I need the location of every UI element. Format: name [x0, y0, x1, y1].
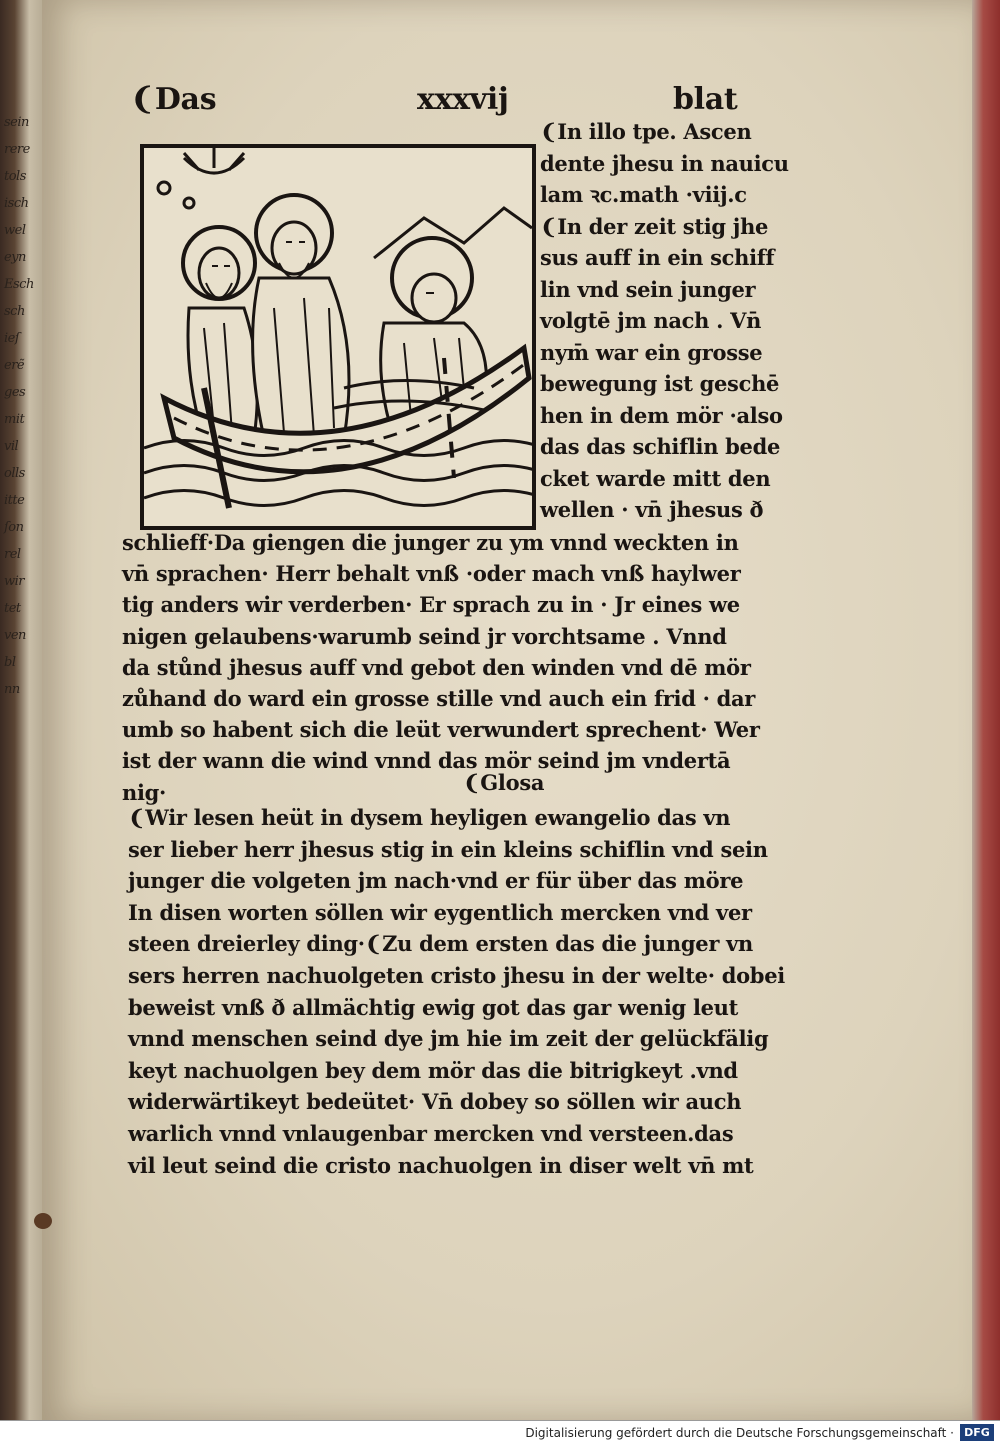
page-header-left: ❨Das — [130, 82, 217, 117]
left-page-fragment: tet — [4, 601, 21, 616]
text-line: ❨In der zeit stig jhe — [540, 213, 769, 239]
text-line: schlieff·Da giengen die junger zu ym vnnd weckten in — [122, 530, 739, 555]
boat-scene-image — [144, 148, 532, 526]
text-line: ser lieber herr jhesus stig in ein kleins schiflin vnd sein — [128, 836, 768, 862]
left-page-fragment: mit — [4, 412, 25, 427]
footer-bar — [0, 1420, 1000, 1446]
left-page-fragment: rel — [4, 547, 21, 562]
left-page-fragment: olls — [4, 466, 25, 481]
left-page-fragment: ges — [4, 385, 26, 400]
left-page-fragment: sch — [4, 304, 25, 319]
glosa-text — [128, 802, 785, 1181]
text-line: vn̄ sprachen· Herr behalt vnß ·oder mach vnß haylwer — [122, 561, 741, 587]
folio-number: xxxvij — [417, 82, 509, 117]
text-line: ❨Wir lesen heüt in dysem heyligen ewangelio das vn — [128, 805, 731, 830]
book-right-edge — [972, 0, 1000, 1420]
left-page-fragment: wir — [4, 574, 24, 589]
text-line: umb so habent sich die leüt verwundert sprechent· Wer — [122, 717, 760, 743]
left-page-fragment: sein — [4, 115, 29, 130]
left-page-fragment: erẽ — [4, 358, 25, 373]
text-line: nym̄ war ein grosse — [540, 339, 763, 365]
text-line: ❨In illo tpe. Ascen — [540, 119, 752, 144]
text-line: wellen · vn̄ jhesus ð — [540, 497, 764, 522]
text-line: sers herren nachuolgeten cristo jhesu in der welte· dobei — [128, 962, 785, 988]
text-line: hen in dem mör ·also — [540, 402, 783, 428]
left-page-fragment: isch — [4, 196, 29, 211]
left-page-fragment: eyn — [4, 250, 26, 265]
text-line: cket warde mitt den — [540, 465, 771, 491]
funding-credit: Digitalisierung gefördert durch die Deutsche Forschungsgemeinschaft · — [525, 1426, 954, 1440]
left-page-fragment: wel — [4, 223, 26, 238]
page-header-right: blat — [673, 82, 738, 117]
text-line: da stůnd jhesus auff vnd gebot den winden vnd dē mör — [122, 654, 751, 680]
text-line: zůhand do ward ein grosse stille vnd auch ein frid · dar — [122, 686, 756, 712]
text-line: widerwärtikeyt bedeütet· Vn̄ dobey so söllen wir auch — [128, 1089, 742, 1115]
text-line: das das schiflin bede — [540, 434, 781, 459]
gospel-text — [122, 527, 760, 808]
text-line: keyt nachuolgen bey dem mör das die bitrigkeyt .vnd — [128, 1057, 738, 1083]
left-page-fragment: ſon — [4, 520, 24, 535]
paper-stain — [34, 1213, 52, 1229]
left-page-edge — [0, 0, 42, 1420]
left-page-fragment: bl — [4, 655, 16, 670]
text-line: ist der wann die wind vnnd das mör seind jm vndertā — [122, 748, 731, 774]
text-line: nig· — [122, 779, 167, 805]
text-line: junger die volgeten jm nach·vnd er für über das möre — [128, 868, 744, 894]
left-page-fragment: itte — [4, 493, 25, 508]
left-page-fragment: tols — [4, 169, 26, 184]
left-page-fragment: ieſ — [4, 331, 20, 346]
text-line: vnnd menschen seind dye jm hie im zeit der gelückfälig — [128, 1026, 769, 1052]
text-line: steen dreierley ding·❨Zu dem ersten das die junger vn — [128, 931, 753, 957]
text-line: lam ꝛc.math ·viij.c — [540, 182, 747, 207]
text-line: sus auff in ein schiff — [540, 245, 775, 270]
text-line: lin vnd sein junger — [540, 276, 756, 302]
text-line: nigen gelaubens·warumb seind jr vorchtsame . Vnnd — [122, 623, 727, 649]
text-line: bewegung ist geschē — [540, 371, 780, 396]
text-line: warlich vnnd vnlaugenbar mercken vnd versteen.das — [128, 1120, 734, 1146]
text-line: dente jhesu in nauicu — [540, 150, 789, 176]
woodcut-illustration — [140, 144, 536, 530]
text-line: vil leut seind die cristo nachuolgen in diser welt vn̄ mt — [128, 1152, 754, 1178]
left-page-fragment: vil — [4, 439, 19, 454]
left-page-fragment: ven — [4, 628, 26, 643]
text-line: tig anders wir verderben· Er sprach zu in · Jr eines we — [122, 592, 740, 618]
left-page-fragment: nn — [4, 682, 20, 697]
left-page-fragment: Esch — [4, 277, 34, 292]
side-text-column — [540, 116, 789, 526]
text-line: beweist vnß ð allmächtig ewig got das gar wenig leut — [128, 994, 739, 1020]
glosa-heading: ❨Glosa — [463, 770, 545, 795]
left-page-fragment: rere — [4, 142, 30, 157]
text-line: In disen worten söllen wir eygentlich mercken vnd ver — [128, 899, 752, 925]
text-line: volgtē jm nach . Vn̄ — [540, 308, 762, 333]
dfg-logo: DFG — [960, 1424, 994, 1441]
